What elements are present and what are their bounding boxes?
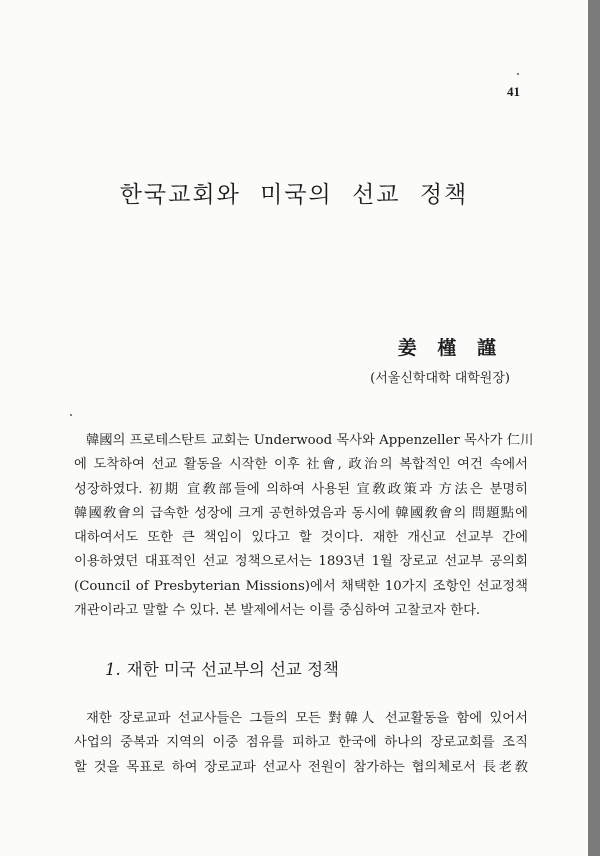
article-title: 한국교회와 미국의 선교 정책 bbox=[119, 182, 469, 208]
text-line: 개관이라고 말할 수 있다. 본 발제에서는 이를 중심하여 고찰코자 한다. bbox=[74, 603, 481, 619]
text-line: 재한 장로교파 선교사들은 그들의 모든 對韓人 선교활동을 함에 있어서 bbox=[86, 711, 528, 726]
scan-speck bbox=[70, 414, 72, 416]
abstract-paragraph bbox=[74, 429, 534, 623]
text-line: 할 것을 목표로 하여 장로교파 선교사 전원이 참가하는 협의체로서 長老敎 bbox=[74, 759, 528, 775]
text-line: 韓國의 프로테스탄트 교회는 Underwood 목사와 Appenzeller 목사가 仁川 bbox=[86, 433, 534, 448]
scan-speck bbox=[517, 73, 519, 75]
text-line: 韓國敎會의 급속한 성장에 크게 공헌하였음과 동시에 韓國敎會의 問題點에 bbox=[74, 505, 528, 521]
text-line: 성장하였다. 初期 宣敎部들에 의하여 사용된 宣敎政策과 方法은 분명히 bbox=[74, 481, 528, 497]
body-paragraph bbox=[74, 707, 528, 780]
text-line: 사업의 중복과 지역의 이중 점유를 피하고 한국에 하나의 장로교회를 조직 bbox=[74, 735, 528, 751]
text-line: 대하여서도 또한 큰 책임이 있다고 할 것이다. 재한 개신교 선교부 간에 bbox=[74, 530, 528, 546]
text-line: (Council of Presbyterian Missions)에서 채택한 10가지 조항인 선교정책 bbox=[74, 578, 528, 594]
text-line: 이용하였던 대표적인 선교 정책으로서는 1893년 1월 장로교 선교부 공의회 bbox=[74, 554, 528, 570]
text-line: 에 도착하여 선교 활동을 시작한 이후 社會, 政治의 복합적인 여건 속에서 bbox=[74, 457, 528, 473]
author-affiliation: (서울신학대학 대학원장) bbox=[370, 371, 510, 386]
section-number: 1. bbox=[105, 660, 121, 679]
section-title: 재한 미국 선교부의 선교 정책 bbox=[126, 660, 339, 679]
page-number: 41 bbox=[507, 84, 520, 99]
section-heading bbox=[105, 656, 339, 680]
author-name: 姜 槿 謹 bbox=[397, 337, 503, 359]
